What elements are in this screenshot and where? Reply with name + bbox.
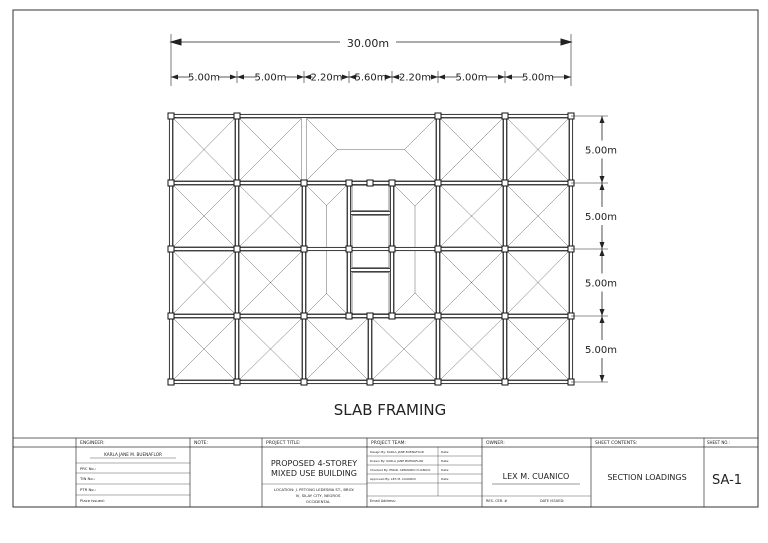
column xyxy=(234,379,240,385)
column xyxy=(435,313,441,319)
column xyxy=(367,180,373,186)
team-sign-4: Date: xyxy=(441,477,450,481)
column xyxy=(389,246,395,252)
column xyxy=(502,379,508,385)
dimension-label: 5.60m xyxy=(354,72,387,84)
column xyxy=(389,313,395,319)
column xyxy=(168,180,174,186)
email-label: Email Address: xyxy=(370,499,396,503)
column xyxy=(168,246,174,252)
dimension-label: 2.20m xyxy=(398,72,432,84)
drawing-title: SLAB FRAMING xyxy=(333,401,447,419)
column xyxy=(502,246,508,252)
team-role-2: Drawn By: KARLA JANE BUENAFLOR xyxy=(370,459,424,463)
column xyxy=(502,313,508,319)
beam xyxy=(171,247,571,250)
engineer-label: ENGINEER: xyxy=(80,441,105,446)
place-issued-label: Place Issued: xyxy=(80,498,105,503)
beam xyxy=(349,268,392,271)
dimension-label: 5.00m xyxy=(455,72,488,84)
column xyxy=(435,379,441,385)
dimension-label: 5.00m xyxy=(254,72,287,84)
column xyxy=(435,246,441,252)
column xyxy=(346,246,352,252)
dimension-label: 5.00m xyxy=(585,278,618,290)
column xyxy=(301,180,307,186)
sheet-border xyxy=(13,10,758,507)
team-role-1: Design By: KARLA JANE BUENAFLOR xyxy=(370,450,424,454)
column xyxy=(234,313,240,319)
team-sign-3: Date: xyxy=(441,468,450,472)
prc-label: PRC No.: xyxy=(80,466,97,471)
engineer-name: KARLA JANE M. BUENAFLOR xyxy=(104,452,162,457)
beam xyxy=(349,211,392,214)
team-sign-2: Date: xyxy=(441,459,450,463)
column xyxy=(502,180,508,186)
dimension-label: 5.00m xyxy=(187,72,221,84)
beam xyxy=(171,114,571,117)
owner-name: LEX M. CUANICO xyxy=(502,472,570,481)
beam xyxy=(368,316,371,382)
ptr-label: PTR No.: xyxy=(80,487,97,492)
column xyxy=(301,313,307,319)
note-label: NOTE: xyxy=(194,441,209,446)
sheet-no-label: SHEET NO.: xyxy=(707,440,730,445)
column xyxy=(435,180,441,186)
owner-label: OWNER: xyxy=(486,441,505,446)
location-line2: IV, SILAY CITY, NEGROS xyxy=(295,493,341,498)
tin-label: TIN No.: xyxy=(80,476,96,481)
column xyxy=(367,379,373,385)
column xyxy=(168,113,174,119)
dimension-label: 5.00m xyxy=(585,345,618,356)
column xyxy=(502,113,508,119)
project-title-line2: MIXED USE BUILDING xyxy=(271,469,357,478)
sheet-no: SA-1 xyxy=(711,473,743,488)
column xyxy=(367,313,373,319)
column xyxy=(346,313,352,319)
column xyxy=(301,246,307,252)
project-title-line1: PROPOSED 4-STOREY xyxy=(270,459,358,468)
column xyxy=(346,180,352,186)
column xyxy=(435,113,441,119)
team-role-4: Approved By: LEX M. CUANICO xyxy=(370,477,416,481)
team-role-3: Checked By: ENGR. ARMANDO CUANICO xyxy=(370,468,431,472)
column xyxy=(234,246,240,252)
sheet-contents: SECTION LOADINGS xyxy=(607,473,687,482)
column xyxy=(234,180,240,186)
sheet-contents-label: SHEET CONTENTS: xyxy=(595,441,638,446)
beam xyxy=(302,183,305,382)
dimension-label: 5.00m xyxy=(585,212,618,223)
owner-foot-left: RES. CER. # xyxy=(486,499,508,503)
project-title-label: PROJECT TITLE: xyxy=(266,441,301,446)
column xyxy=(168,379,174,385)
team-sign-1: Date: xyxy=(441,450,450,454)
owner-foot-right: DATE ISSUED: xyxy=(540,499,565,503)
column xyxy=(168,313,174,319)
column xyxy=(389,180,395,186)
project-team-label: PROJECT TEAM: xyxy=(371,441,406,446)
dimension-label: 5.00m xyxy=(585,145,618,157)
dimension-label: 2.20m xyxy=(310,72,343,84)
dimension-label: 5.00m xyxy=(521,72,555,84)
column xyxy=(301,379,307,385)
location-line1: LOCATION: J. PETONG LEDESMA ST., BRGY. xyxy=(273,487,355,492)
overall-dimension: 30.00m xyxy=(346,37,390,50)
column xyxy=(234,113,240,119)
location-line3: OCCIDENTAL xyxy=(305,499,331,504)
